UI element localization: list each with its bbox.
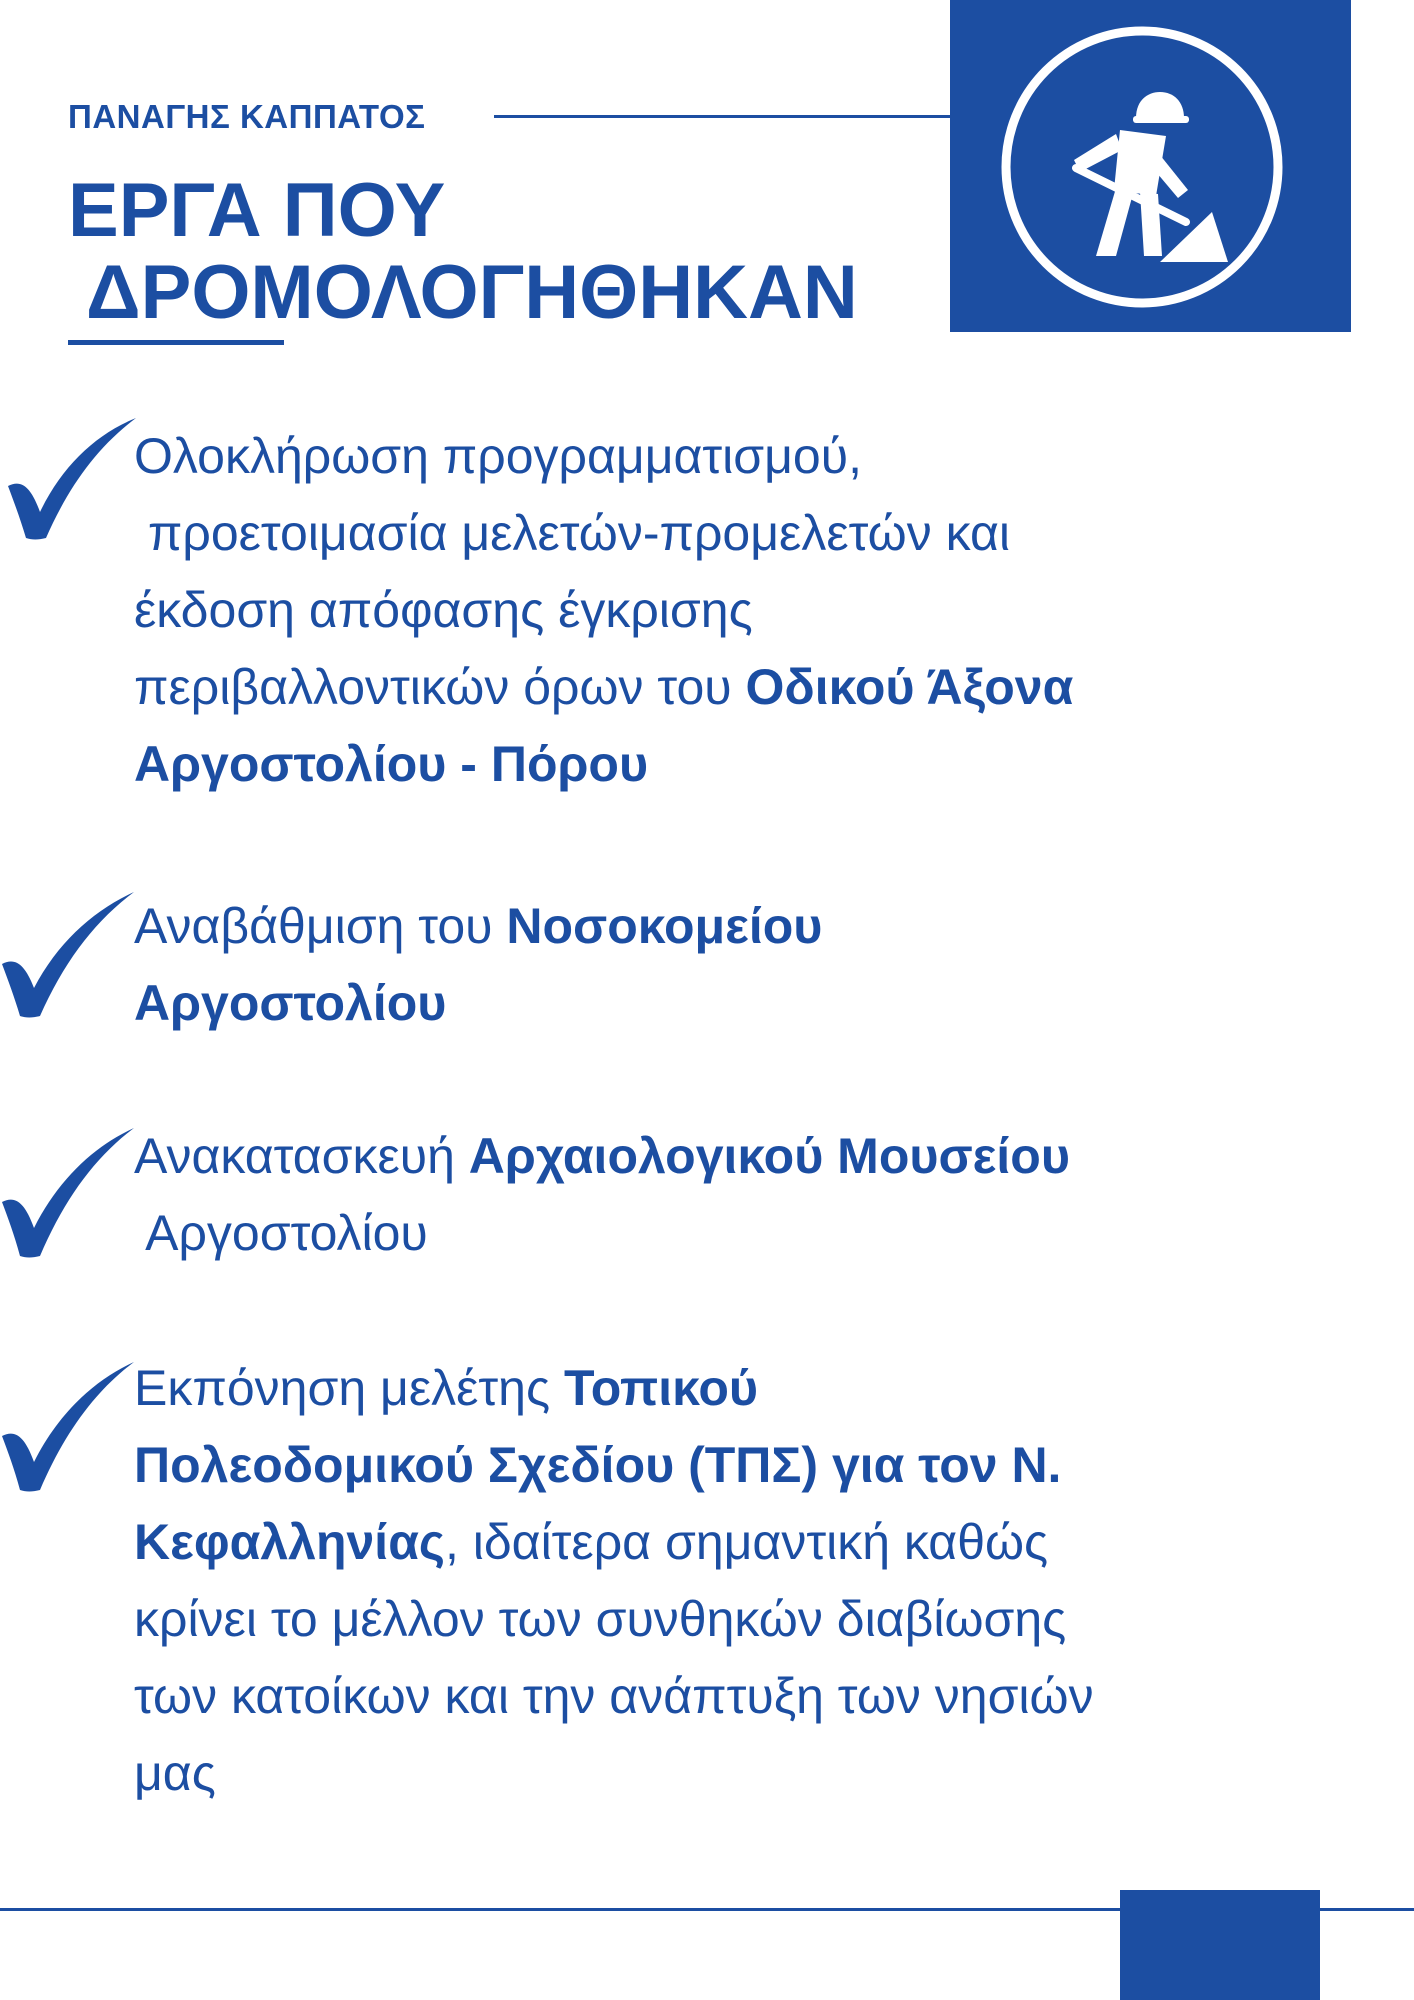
roadwork-sign xyxy=(950,0,1351,332)
item-line: Αργοστολίου xyxy=(134,975,447,1031)
item-line: Αργοστολίου xyxy=(134,1205,428,1261)
item-line: Αργοστολίου - Πόρου xyxy=(134,736,649,792)
author-name: ΠΑΝΑΓΗΣ ΚΑΠΠΑΤΟΣ xyxy=(68,98,426,135)
title-line-2: ΔΡΟΜΟΛΟΓΗΘΗΚΑΝ xyxy=(86,250,858,335)
item-line: κρίνει το μέλλον των συνθηκών διαβίωσης xyxy=(134,1591,1067,1647)
item-line: Ανακατασκευή Αρχαιολογικού Μουσείου xyxy=(134,1128,1070,1184)
checkmark-icon xyxy=(0,1120,140,1260)
item-line: των κατοίκων και την ανάπτυξη των νησιών xyxy=(134,1668,1094,1724)
item-line: Εκπόνηση μελέτης Τοπικού xyxy=(134,1360,758,1416)
item-line: έκδοση απόφασης έγκρισης xyxy=(134,582,753,638)
item-line: προετοιμασία μελετών-προμελετών και xyxy=(134,505,1011,561)
item-line: περιβαλλοντικών όρων του Οδικού Άξονα xyxy=(134,659,1074,715)
item-line: Κεφαλληνίας, ιδαίτερα σημαντική καθώς xyxy=(134,1514,1049,1570)
checkmark-icon xyxy=(0,888,140,1018)
item-line: Ολοκλήρωση προγραμματισμού, xyxy=(134,428,862,484)
checkmark-icon xyxy=(0,418,140,548)
page-title xyxy=(68,170,858,334)
author-divider xyxy=(494,115,950,118)
checkmark-icon xyxy=(0,1354,140,1494)
construction-worker-icon xyxy=(950,0,1351,332)
item-line: Πολεοδομικού Σχεδίου (ΤΠΣ) για τον Ν. xyxy=(134,1437,1062,1493)
title-line-1: ΕΡΓΑ ΠΟΥ xyxy=(68,168,446,253)
footer-block xyxy=(1120,1890,1320,2000)
title-underline xyxy=(68,340,284,345)
item-line: μας xyxy=(134,1745,216,1801)
item-line: Αναβάθμιση του Νοσοκομείου xyxy=(134,898,823,954)
